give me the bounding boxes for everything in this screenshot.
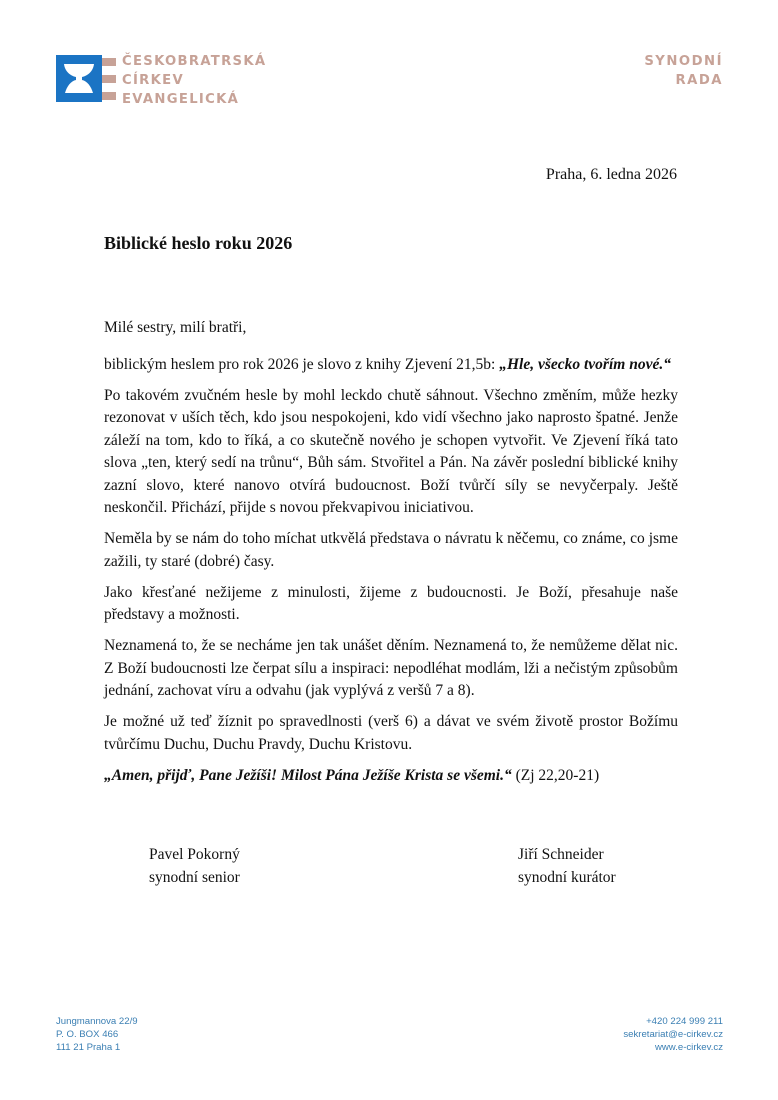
body-paragraph: Neměla by se nám do toho míchat utkvělá představa o návratu k něčemu, co známe, co jsme zažili, ty staré (dobré) časy. — [104, 530, 678, 570]
signer-role: synodní kurátor — [518, 868, 616, 886]
signer-role: synodní senior — [149, 868, 240, 886]
letter-body — [104, 317, 678, 796]
letter-date: Praha, 6. ledna 2026 — [545, 166, 677, 183]
office-name — [644, 52, 723, 90]
body-paragraph: Jako křesťané nežijeme z minulosti, žijeme z budoucnosti. Je Boží, přesahuje naše představy a možnosti. — [104, 583, 678, 623]
email-link[interactable]: sekretariat@e-cirkev.cz — [623, 1029, 723, 1040]
church-name-line: ČESKOBRATRSKÁ — [122, 54, 267, 69]
phone-number: +420 224 999 211 — [646, 1016, 723, 1027]
signer-name: Pavel Pokorný — [149, 846, 240, 863]
church-name-line: EVANGELICKÁ — [122, 92, 240, 107]
footer-contact — [623, 1015, 723, 1054]
body-paragraph: Po takovém zvučném hesle by mohl leckdo chutě sáhnout. Všechno změním, může hezky rezonovat v uších těch, kdo jsou nespokojeni, kdo vidí všechno jako naprosto špatné. Jenže záleží na tom, kdo to říká, a co skutečně nového je schopen vytvořit. Ve Zjevení říká tato slova „ten, který sedí na trůnu“, Bůh sám. Stvořitel a Pán. Na závěr poslední biblické knihy zazní slovo, které nanovo otvírá budoucnost. Boží tvůrčí síly se nevyčerpaly. Ještě neskončil. Přichází, přijde s novou překvapivou iniciativou. — [104, 386, 678, 516]
address-line: Jungmannova 22/9 — [56, 1016, 138, 1027]
closing-quote: „Amen, přijď, Pane Ježíši! Milost Pána Ježíše Krista se všemi.“ — [104, 766, 512, 784]
intro-text: biblickým heslem pro rok 2026 je slovo z knihy Zjevení 21,5b: — [104, 355, 500, 373]
chalice-logo-icon — [56, 55, 102, 102]
body-paragraph: Je možné už teď žíznit po spravedlnosti (verš 6) a dávat ve svém životě prostor Božímu tvůrčímu Duchu, Duchu Pravdy, Duchu Kristovu. — [104, 713, 678, 753]
signature-block — [518, 844, 616, 889]
address-line: 111 21 Praha 1 — [56, 1042, 121, 1053]
office-name-line: RADA — [675, 73, 723, 88]
body-paragraph: Neznamená to, že se necháme jen tak unášet děním. Neznamená to, že nemůžeme dělat nic. Z Boží budoucnosti lze čerpat sílu a inspiraci: nepodléhat modlám, lži a nečistým způsobům jednání, zachovat víru a odvahu (jak vyplývá z veršů 7 a 8). — [104, 637, 678, 699]
address-line: P. O. BOX 466 — [56, 1029, 119, 1040]
website-link[interactable]: www.e-cirkev.cz — [654, 1042, 723, 1053]
closing-reference: (Zj 22,20-21) — [511, 766, 600, 784]
church-name-line: CÍRKEV — [122, 73, 184, 88]
signature-block — [149, 844, 240, 889]
letter-title: Biblické heslo roku 2026 — [104, 233, 293, 253]
closing-paragraph — [104, 765, 678, 788]
office-name-line: SYNODNÍ — [644, 54, 723, 69]
footer-address — [56, 1015, 138, 1054]
logo-stripes — [102, 55, 118, 102]
church-name — [122, 52, 266, 109]
motto-quote: „Hle, všecko tvořím nové.“ — [499, 355, 671, 373]
intro-paragraph — [104, 354, 678, 377]
signer-name: Jiří Schneider — [518, 846, 604, 863]
salutation: Milé sestry, milí bratři, — [104, 319, 247, 336]
